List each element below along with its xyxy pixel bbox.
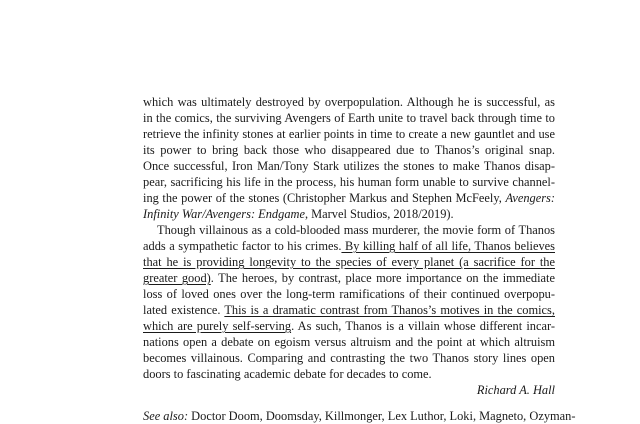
document-page [143, 94, 576, 424]
underlined-passage: This is a dramatic contrast from Thanos’s motives in the comics, [224, 303, 555, 317]
underlined-passage: that he is providing longevity to the species of every planet (a sacrifice for the [143, 255, 555, 269]
text-line [143, 238, 555, 254]
text-line: its power to bring back those who disappeared due to Thanos’s original snap. [143, 143, 555, 157]
text-line [143, 270, 555, 286]
paragraph-thanos-movie-plot [143, 94, 555, 222]
text-line [143, 190, 555, 206]
author-signature: Richard A. Hall [476, 383, 555, 397]
text-line: Once successful, Iron Man/Tony Stark utilizes the stones to make Thanos disap- [143, 159, 555, 173]
film-title-italic: Avengers: [505, 191, 555, 205]
text-segment: . The heroes, by contrast, place more importance on the immediate [210, 271, 555, 285]
paragraph-thanos-motives [143, 222, 555, 382]
underlined-passage: which are purely self-serving [143, 319, 292, 333]
see-also-text: Doctor Doom, Doomsday, Killmonger, Lex Luthor, Loki, Magneto, Ozyman- [188, 409, 576, 423]
text-line: Though villainous as a cold-blooded mass murderer, the movie form of Thanos [157, 223, 555, 237]
see-also-label: See also: [143, 409, 189, 423]
text-line: in the comics, the surviving Avengers of Earth unite to travel back through time to [143, 111, 555, 125]
text-line: doors to fascinating academic debate for decades to come. [143, 367, 432, 381]
text-line: nations open a debate on egoism versus altruism and the point at which altruism [143, 335, 555, 349]
underlined-passage: greater good) [143, 271, 211, 285]
text-line [143, 302, 555, 318]
text-line: becomes villainous. Comparing and contrasting the two Thanos story lines open [143, 351, 555, 365]
text-segment: ing the power of the stones (Christopher Markus and Stephen McFeely, [143, 191, 506, 205]
film-title-italic: Infinity War/Avengers: Endgame [143, 207, 305, 221]
text-line [143, 254, 555, 270]
text-segment: . As such, Thanos is a villain whose different incar- [291, 319, 555, 333]
text-line: which was ultimately destroyed by overpopulation. Although he is successful, as [143, 95, 555, 109]
see-also-line [143, 408, 576, 424]
text-segment: , Marvel Studios, 2018/2019). [304, 207, 454, 221]
text-line [143, 318, 555, 334]
underlined-passage: By killing half of all life, Thanos believes [341, 239, 555, 253]
text-line: loss of loved ones over the long-term ramifications of their continued overpopu- [143, 287, 555, 301]
text-line: retrieve the infinity stones at earlier points in time to create a new gauntlet and use [143, 127, 555, 141]
text-line: pear, sacrificing his life in the process, his human form unable to survive channel- [143, 175, 555, 189]
text-line [143, 206, 555, 222]
text-segment: adds a sympathetic factor to his crimes. [143, 239, 342, 253]
text-segment: lated existence. [143, 303, 225, 317]
